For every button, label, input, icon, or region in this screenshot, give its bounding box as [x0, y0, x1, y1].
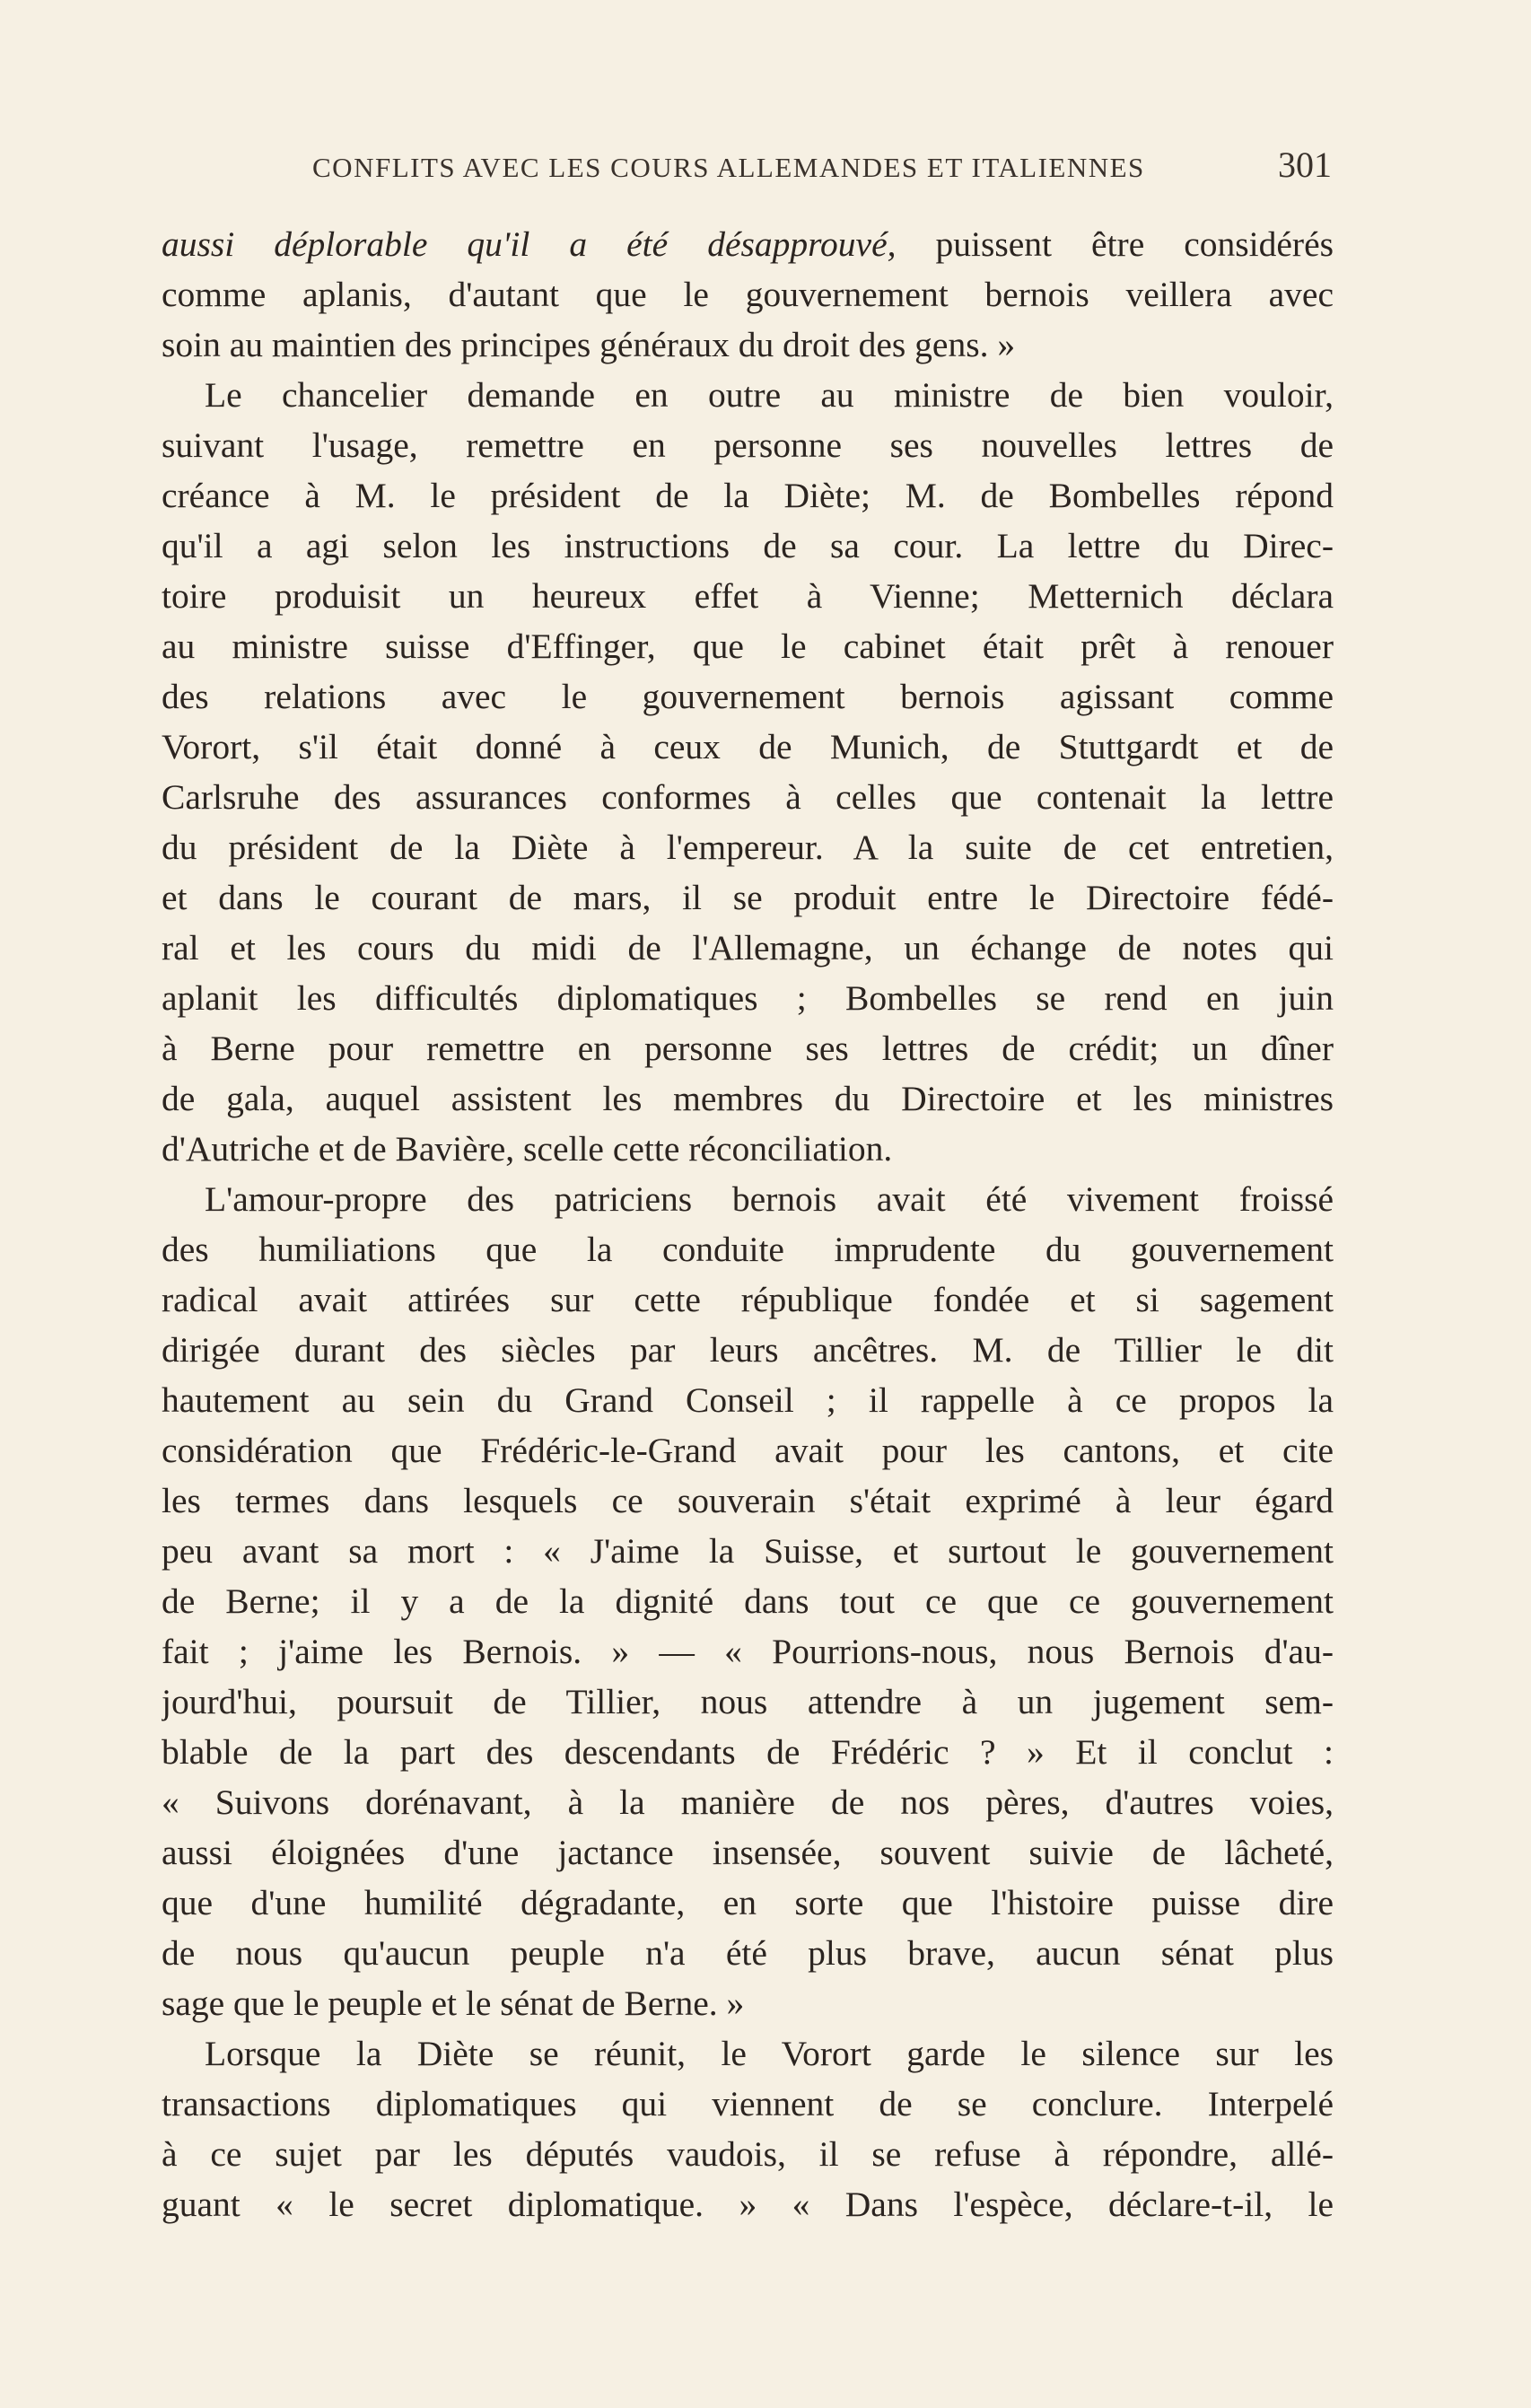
- text-line: au ministre suisse d'Effinger, que le cabinet était prêt à renouer: [162, 626, 1334, 666]
- text-line: « Suivons dorénavant, à la manière de nos pères, d'autres voies,: [162, 1782, 1334, 1822]
- text-line: considération que Frédéric-le-Grand avait pour les cantons, et cite: [162, 1431, 1334, 1470]
- text-line: transactions diplomatiques qui viennent de se conclure. Interpelé: [162, 2084, 1334, 2123]
- text-line: comme aplanis, d'autant que le gouvernement bernois veillera avec: [162, 275, 1334, 314]
- text-line: aussi éloignées d'une jactance insensée, souvent suivie de lâcheté,: [162, 1833, 1334, 1872]
- text-line: des humiliations que la conduite imprudente du gouvernement: [162, 1230, 1334, 1269]
- text-line: les termes dans lesquels ce souverain s'était exprimé à leur égard: [162, 1481, 1334, 1520]
- text-line: Carlsruhe des assurances conformes à celles que contenait la lettre: [162, 777, 1334, 817]
- text-line: de gala, auquel assistent les membres du Directoire et les ministres: [162, 1079, 1334, 1118]
- text-line: peu avant sa mort : « J'aime la Suisse, et surtout le gouvernement: [162, 1531, 1334, 1571]
- paragraph-start: L'amour-propre des patriciens bernois avait été vivement froissé: [205, 1179, 1334, 1219]
- text-line: du président de la Diète à l'empereur. A la suite de cet entretien,: [162, 827, 1334, 867]
- text-line: toire produisit un heureux effet à Vienne; Metternich déclara: [162, 576, 1334, 616]
- text-line: à ce sujet par les députés vaudois, il se refuse à répondre, allé-: [162, 2134, 1334, 2174]
- text-line: suivant l'usage, remettre en personne ses nouvelles lettres de: [162, 425, 1334, 465]
- text-line: de Berne; il y a de la dignité dans tout ce que ce gouvernement: [162, 1581, 1334, 1621]
- text-line: fait ; j'aime les Bernois. » — « Pourrions-nous, nous Bernois d'au-: [162, 1632, 1334, 1671]
- text-line: radical avait attirées sur cette république fondée et si sagement: [162, 1280, 1334, 1319]
- text-line: hautement au sein du Grand Conseil ; il rappelle à ce propos la: [162, 1380, 1334, 1420]
- text-line: qu'il a agi selon les instructions de sa cour. La lettre du Direc-: [162, 526, 1334, 565]
- text-line: que d'une humilité dégradante, en sorte que l'histoire puisse dire: [162, 1883, 1334, 1922]
- italic-phrase: aussi déplorable qu'il a été désapprouvé,: [162, 224, 897, 264]
- paragraph-start: Lorsque la Diète se réunit, le Vorort garde le silence sur les: [205, 2034, 1334, 2073]
- text-line-1: [162, 219, 1334, 269]
- text-line: blable de la part des descendants de Frédéric ? » Et il conclut :: [162, 1732, 1334, 1772]
- text-line: Vorort, s'il était donné à ceux de Munich, de Stuttgardt et de: [162, 727, 1334, 766]
- text-line: sage que le peuple et le sénat de Berne. »: [162, 1983, 745, 2023]
- text-line: créance à M. le président de la Diète; M. de Bombelles répond: [162, 476, 1334, 515]
- text-line: de nous qu'aucun peuple n'a été plus brave, aucun sénat plus: [162, 1933, 1334, 1973]
- text-line: ral et les cours du midi de l'Allemagne, un échange de notes qui: [162, 928, 1334, 968]
- body-text: [162, 219, 1334, 2229]
- text-line: à Berne pour remettre en personne ses lettres de crédit; un dîner: [162, 1029, 1334, 1068]
- text-line: dirigée durant des siècles par leurs ancêtres. M. de Tillier le dit: [162, 1330, 1334, 1370]
- text-line-1-rest: puissent être considérés: [896, 224, 1334, 264]
- text-line: et dans le courant de mars, il se produit entre le Directoire fédé-: [162, 878, 1334, 917]
- text-line: aplanit les difficultés diplomatiques ; Bombelles se rend en juin: [162, 978, 1334, 1018]
- text-line: des relations avec le gouvernement bernois agissant comme: [162, 677, 1334, 716]
- paragraph-start: Le chancelier demande en outre au ministre de bien vouloir,: [205, 375, 1334, 415]
- running-head: [312, 144, 1332, 190]
- text-line: soin au maintien des principes généraux du droit des gens. »: [162, 325, 1016, 364]
- text-line: guant « le secret diplomatique. » « Dans l'espèce, déclare-t-il, le: [162, 2185, 1334, 2224]
- running-head-title: CONFLITS AVEC LES COURS ALLEMANDES ET ITALIENNES: [312, 152, 1145, 183]
- page-number: 301: [1278, 144, 1332, 185]
- text-line: jourd'hui, poursuit de Tillier, nous attendre à un jugement sem-: [162, 1682, 1334, 1721]
- text-line: d'Autriche et de Bavière, scelle cette réconciliation.: [162, 1129, 893, 1169]
